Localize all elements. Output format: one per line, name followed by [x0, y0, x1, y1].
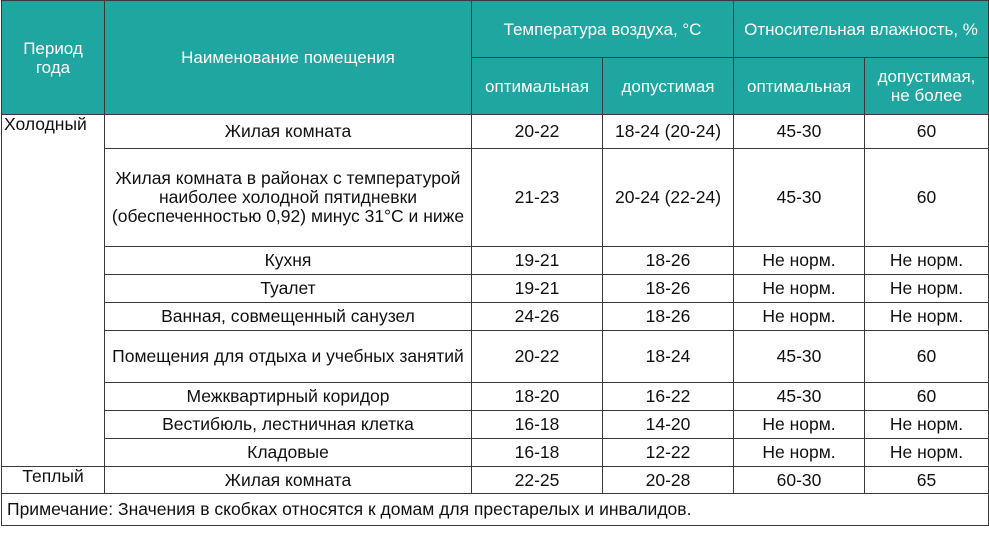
temp-allowed: 20-28 [603, 467, 734, 494]
table-note: Примечание: Значения в скобках относятся к домам для престарелых и инвалидов. [2, 494, 989, 526]
humidity-allowed: Не норм. [865, 439, 989, 467]
note-row [2, 494, 989, 526]
room-name: Жилая комната [105, 115, 472, 149]
table-row [2, 411, 989, 439]
humidity-allowed: Не норм. [865, 411, 989, 439]
table-row [2, 383, 989, 411]
header-period: Период года [2, 1, 105, 115]
table-row [2, 303, 989, 331]
humidity-allowed: Не норм. [865, 303, 989, 331]
humidity-allowed: 60 [865, 331, 989, 383]
temp-allowed: 18-26 [603, 303, 734, 331]
temp-optimal: 22-25 [472, 467, 603, 494]
temp-optimal: 24-26 [472, 303, 603, 331]
temp-allowed: 18-24 (20-24) [603, 115, 734, 149]
header-humidity: Относительная влажность, % [734, 1, 989, 58]
temp-allowed: 12-22 [603, 439, 734, 467]
temp-allowed: 18-26 [603, 247, 734, 275]
table-row [2, 149, 989, 247]
temp-optimal: 20-22 [472, 115, 603, 149]
temp-allowed: 18-26 [603, 275, 734, 303]
header-temp-allowed: допустимая [603, 58, 734, 115]
humidity-allowed: 60 [865, 149, 989, 247]
humidity-allowed: 60 [865, 115, 989, 149]
table-body [2, 115, 989, 526]
header-room-name: Наименование помещения [105, 1, 472, 115]
humidity-optimal: Не норм. [734, 303, 865, 331]
period-cold: Холодный [2, 115, 105, 467]
climate-norms-table [1, 0, 989, 526]
humidity-optimal: 45-30 [734, 149, 865, 247]
period-warm: Теплый [2, 467, 105, 494]
temp-allowed: 18-24 [603, 331, 734, 383]
temp-optimal: 20-22 [472, 331, 603, 383]
temp-optimal: 16-18 [472, 439, 603, 467]
table-row [2, 115, 989, 149]
humidity-optimal: Не норм. [734, 247, 865, 275]
temp-optimal: 19-21 [472, 275, 603, 303]
room-name: Жилая комната в районах с температурой наиболее холодной пятидневки (обеспеченностью 0,92) минус 31°С и ниже [105, 149, 472, 247]
humidity-optimal: Не норм. [734, 275, 865, 303]
temp-optimal: 21-23 [472, 149, 603, 247]
temp-allowed: 16-22 [603, 383, 734, 411]
humidity-allowed: 60 [865, 383, 989, 411]
room-name: Жилая комната [105, 467, 472, 494]
humidity-optimal: 45-30 [734, 331, 865, 383]
humidity-allowed: 65 [865, 467, 989, 494]
room-name: Ванная, совмещенный санузел [105, 303, 472, 331]
humidity-optimal: 45-30 [734, 383, 865, 411]
room-name: Кладовые [105, 439, 472, 467]
header-humidity-optimal: оптимальная [734, 58, 865, 115]
header-temp-optimal: оптимальная [472, 58, 603, 115]
temp-allowed: 20-24 (22-24) [603, 149, 734, 247]
room-name: Межквартирный коридор [105, 383, 472, 411]
humidity-allowed: Не норм. [865, 275, 989, 303]
table-row [2, 331, 989, 383]
table-row [2, 247, 989, 275]
table-row [2, 439, 989, 467]
humidity-optimal: Не норм. [734, 411, 865, 439]
humidity-allowed: Не норм. [865, 247, 989, 275]
header-temperature: Температура воздуха, °С [472, 1, 734, 58]
room-name: Вестибюль, лестничная клетка [105, 411, 472, 439]
header-humidity-allowed: допустимая, не более [865, 58, 989, 115]
room-name: Помещения для отдыха и учебных занятий [105, 331, 472, 383]
table-row [2, 467, 989, 494]
room-name: Туалет [105, 275, 472, 303]
temp-allowed: 14-20 [603, 411, 734, 439]
temp-optimal: 16-18 [472, 411, 603, 439]
table-header [2, 1, 989, 115]
temp-optimal: 18-20 [472, 383, 603, 411]
humidity-optimal: 45-30 [734, 115, 865, 149]
temp-optimal: 19-21 [472, 247, 603, 275]
room-name: Кухня [105, 247, 472, 275]
humidity-optimal: Не норм. [734, 439, 865, 467]
humidity-optimal: 60-30 [734, 467, 865, 494]
table-row [2, 275, 989, 303]
